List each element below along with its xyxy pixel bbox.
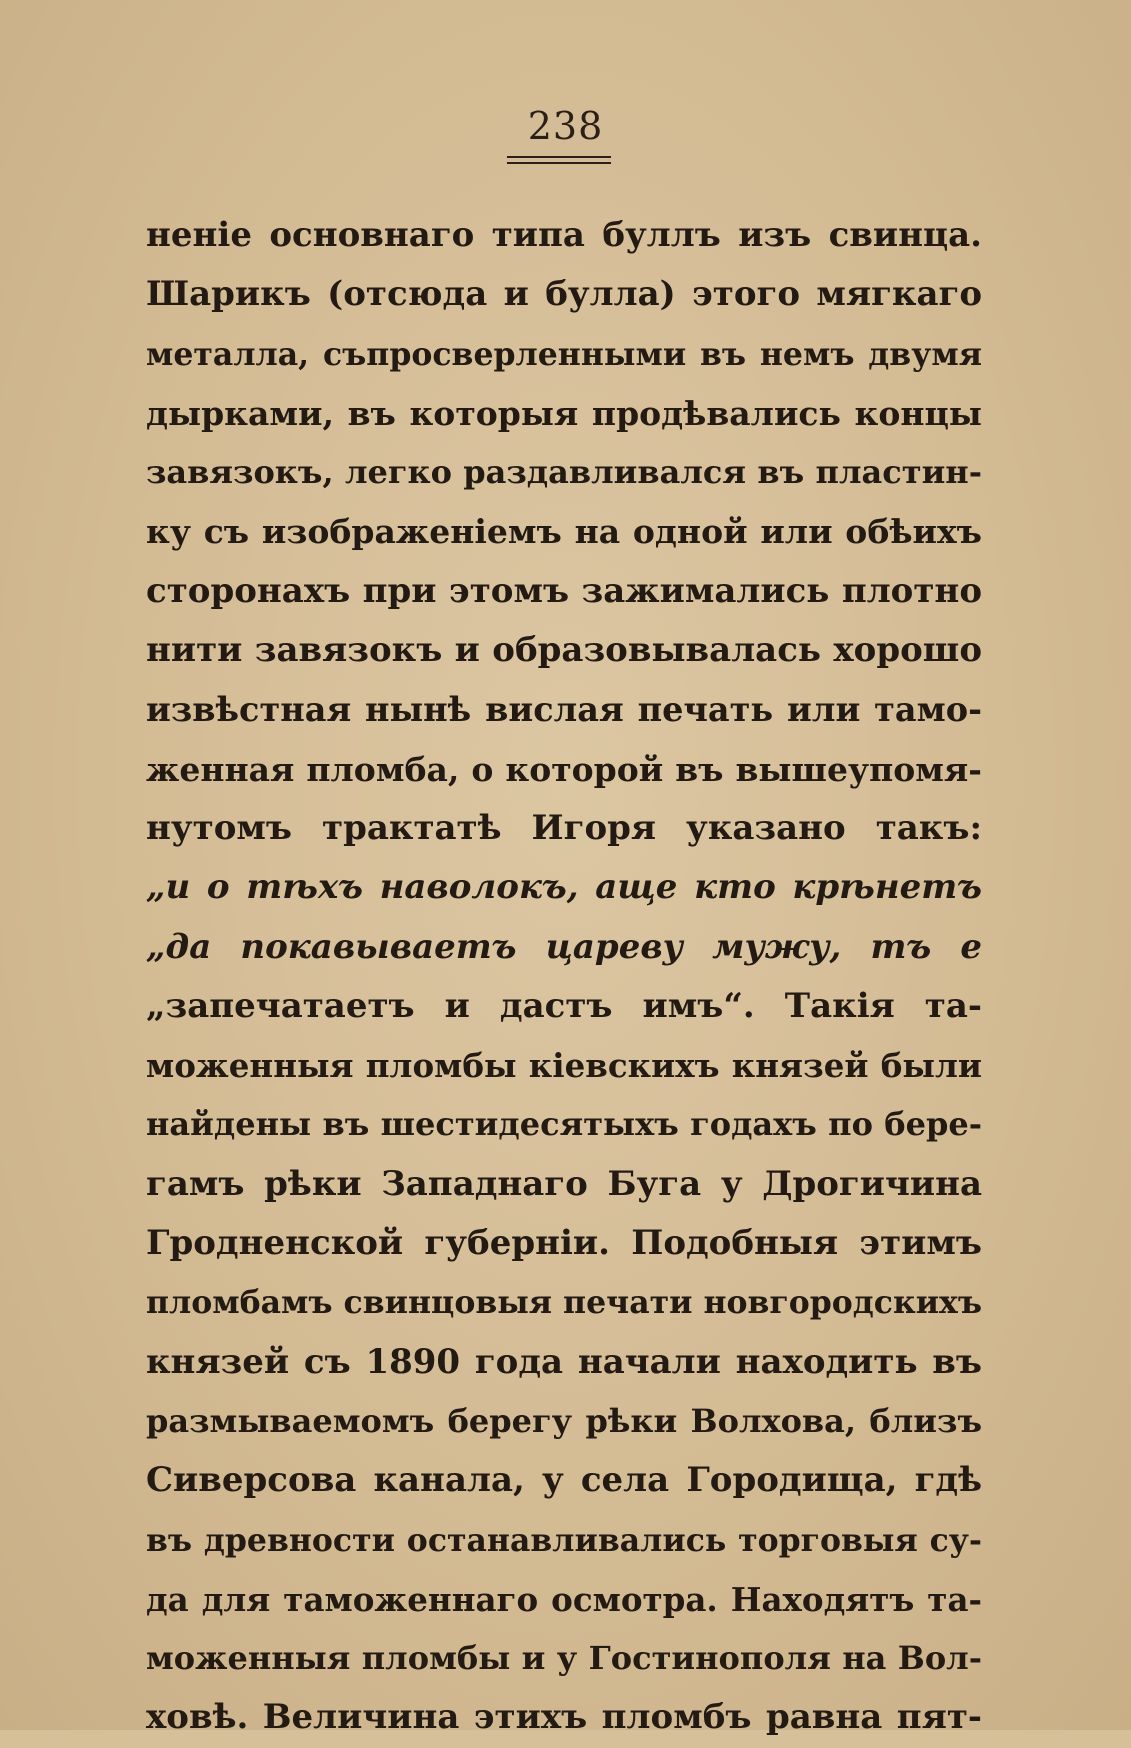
text-line: ку съ изображеніемъ на одной или обѣихъ [146, 512, 982, 552]
text-line: найдены въ шестидесятыхъ годахъ по бере- [146, 1105, 982, 1144]
text-line: извѣстная нынѣ вислая печать или тамо- [146, 690, 982, 730]
text-line: въ древности останавливались торговыя су- [146, 1521, 982, 1559]
text-line: князей съ 1890 года начали находить въ [146, 1341, 982, 1382]
text-line: Шарикъ (отсюда и булла) этого мягкаго [146, 274, 982, 315]
text-line: да для таможеннаго осмотра. Находятъ та- [146, 1579, 982, 1619]
body-text [146, 206, 982, 1748]
quote-line: „да покавываетъ цареву мужу, тъ е [146, 926, 982, 967]
text-line: неніе основнаго типа буллъ изъ свинца. [146, 215, 982, 255]
text-line: „запечатаетъ и дастъ имъ“. Такія та- [146, 985, 982, 1026]
text-line: размываемомъ берегу рѣки Волхова, близъ [146, 1401, 982, 1440]
text-line: нити завязокъ и образовывалась хорошо [146, 630, 982, 671]
text-line: завязокъ, легко раздавливался въ пластин- [146, 453, 982, 492]
text-line: нутомъ трактатѣ Игоря указано такъ: [146, 807, 982, 848]
quote-line: „и о тѣхъ наволокъ, аще кто крѣнетъ [146, 867, 982, 908]
text-line: металла, съпросверленными въ немъ двумя [146, 335, 982, 373]
text-line: моженныя пломбы кіевскихъ князей были [146, 1046, 982, 1086]
text-line: Гродненской губерніи. Подобныя этимъ [146, 1223, 982, 1264]
header-rule-lower [507, 162, 611, 164]
text-line: женная пломба, о которой въ вышеупомя- [146, 749, 982, 789]
header-rule-upper [507, 156, 611, 158]
text-line: моженныя пломбы и у Гостинополя на Вол- [146, 1639, 982, 1678]
text-line: пломбамъ свинцовыя печати новгородскихъ [146, 1284, 982, 1322]
text-line: сторонахъ при этомъ зажимались плотно [146, 570, 982, 611]
text-line: гамъ рѣки Западнаго Буга у Дрогичина [146, 1163, 982, 1204]
text-line: ховѣ. Величина этихъ пломбъ равна пят- [146, 1697, 982, 1738]
text-line: дырками, въ которыя продѣвались концы [146, 393, 982, 433]
page-number: 238 [527, 104, 604, 148]
text-line: Сиверсова канала, у села Городища, гдѣ [146, 1460, 982, 1501]
